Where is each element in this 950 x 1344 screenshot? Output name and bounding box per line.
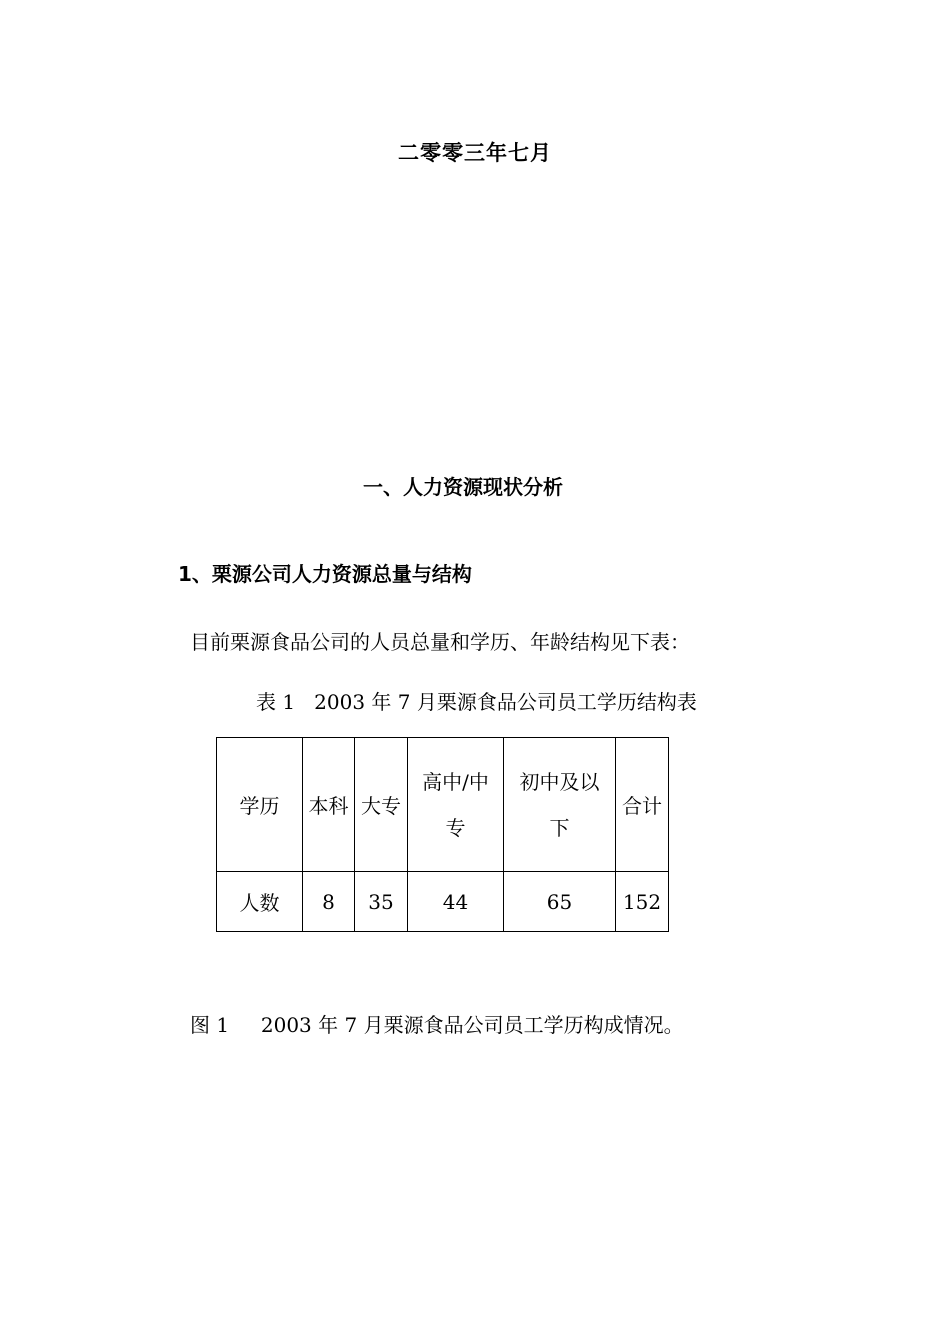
- figure-caption: 图 1 2003 年 7 月栗源食品公司员工学历构成情况。: [190, 1013, 684, 1037]
- table-caption: 表 1 2003 年 7 月栗源食品公司员工学历结构表: [256, 690, 697, 714]
- cell-junior-high-count: 65: [504, 872, 616, 932]
- header-high-school-line2: 专: [445, 815, 466, 840]
- table-row: [217, 872, 669, 932]
- header-cell-high-school: [408, 738, 504, 872]
- cell-total-count: 152: [616, 872, 669, 932]
- education-structure-table: [216, 737, 669, 932]
- header-high-school-line1: 高中/中: [422, 769, 489, 794]
- header-cell-college: 大专: [355, 738, 408, 872]
- header-cell-education: 学历: [217, 738, 303, 872]
- row-label-headcount: 人数: [217, 872, 303, 932]
- cell-high-school-count: 44: [408, 872, 504, 932]
- table-header-row: [217, 738, 669, 872]
- section-title: 一、人力资源现状分析: [363, 475, 563, 499]
- intro-paragraph: 目前栗源食品公司的人员总量和学历、年龄结构见下表：: [190, 630, 690, 654]
- cell-college-count: 35: [355, 872, 408, 932]
- header-cell-junior-high: [504, 738, 616, 872]
- header-cell-total: 合计: [616, 738, 669, 872]
- header-cell-bachelor: 本科: [303, 738, 355, 872]
- subsection-title: 1、栗源公司人力资源总量与结构: [178, 562, 472, 586]
- header-junior-high-line1: 初中及以: [519, 769, 600, 794]
- header-junior-high-line2: 下: [549, 815, 570, 840]
- date-line: 二零零三年七月: [398, 141, 552, 165]
- cell-bachelor-count: 8: [303, 872, 355, 932]
